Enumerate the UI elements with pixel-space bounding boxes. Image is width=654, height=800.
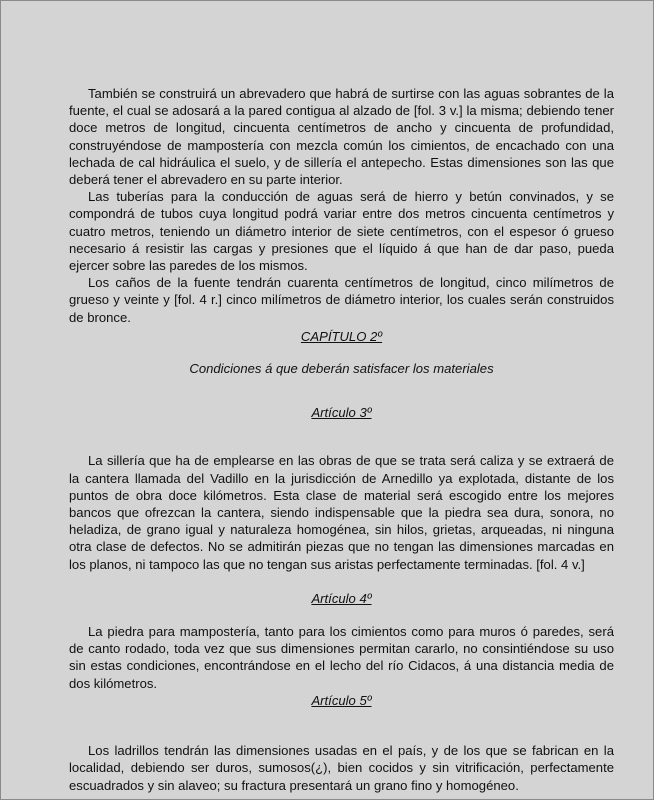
chapter-title: CAPÍTULO 2º (300, 328, 383, 344)
article-5-text: Los ladrillos tendrán las dimensiones usadas en el país, y de los que se fabrican en la localidad, debiendo ser duros, sumosos(¿), bien cocidos y sin vitrificación, perfectamente escuadrados y sin alaveo; su fractura presentará un grano fino y homogéneo. (69, 743, 614, 793)
article-4-heading: Artículo 4º (311, 590, 372, 606)
paragraph-tuberias: Las tuberías para la conducción de aguas será de hierro y betún convinados, y se compondrá de tubos cuya longitud podrá variar entre dos metros cincuenta centímetros y cuatro metros, teniendo un diámetro interior de siete centímetros, con el espesor ó grueso necesario á resistir las cargas y presiones que el líquido á que han de dar paso, pueda ejercer sobre las paredes de los mismos. (69, 189, 614, 274)
article-3-heading: Artículo 3º (311, 405, 372, 421)
document-body (69, 85, 614, 794)
article-3-text: La sillería que ha de emplearse en las obras de que se trata será caliza y se extraerá de la cantera llamada del Vadillo en la jurisdicción de Arnedillo ya explotada, distante de los puntos de obra doce kilómetros. Esta clase de material será escogido entre los mejores bancos que ofrezcan la cantera, siendo indispensable que la piedra sea dura, sonora, no heladiza, de grano igual y naturaleza homogénea, sin hilos, grietas, arqueadas, ni ninguna otra clase de defectos. No se admitirán piezas que no tengan las dimensiones marcadas en los planos, ni tampoco las que no tengan sus aristas perfectamente terminadas. [fol. 4 v.] (69, 453, 614, 572)
article-5-heading: Artículo 5º (311, 692, 372, 708)
paragraph-canos: Los caños de la fuente tendrán cuarenta centímetros de longitud, cinco milímetros de grueso y veinte y [fol. 4 r.] cinco milímetros de diámetro interior, los cuales serán construidos de bronce. (69, 275, 614, 325)
chapter-subtitle: Condiciones á que deberán satisfacer los materiales (189, 361, 494, 377)
paragraph-abrevadero: También se construirá un abrevadero que habrá de surtirse con las aguas sobrantes de la fuente, el cual se adosará a la pared contigua al alzado de [fol. 3 v.] la misma; debiendo tener doce metros de longitud, cincuenta centímetros de ancho y cincuenta de profundidad, construyéndose de mampostería con mezcla común los cimientos, de encachado con una lechada de cal hidráulica el suelo, y de sillería el antepecho. Estas dimensiones son las que deberá tener el abrevadero en su parte interior. (69, 86, 614, 188)
article-4-text: La piedra para mampostería, tanto para los cimientos como para muros ó paredes, será de canto rodado, toda vez que sus dimensiones permitan cararlo, no consintiéndose su uso sin estas condiciones, encontrándose en el lecho del río Cidacos, á una distancia media de dos kilómetros. (69, 624, 614, 691)
